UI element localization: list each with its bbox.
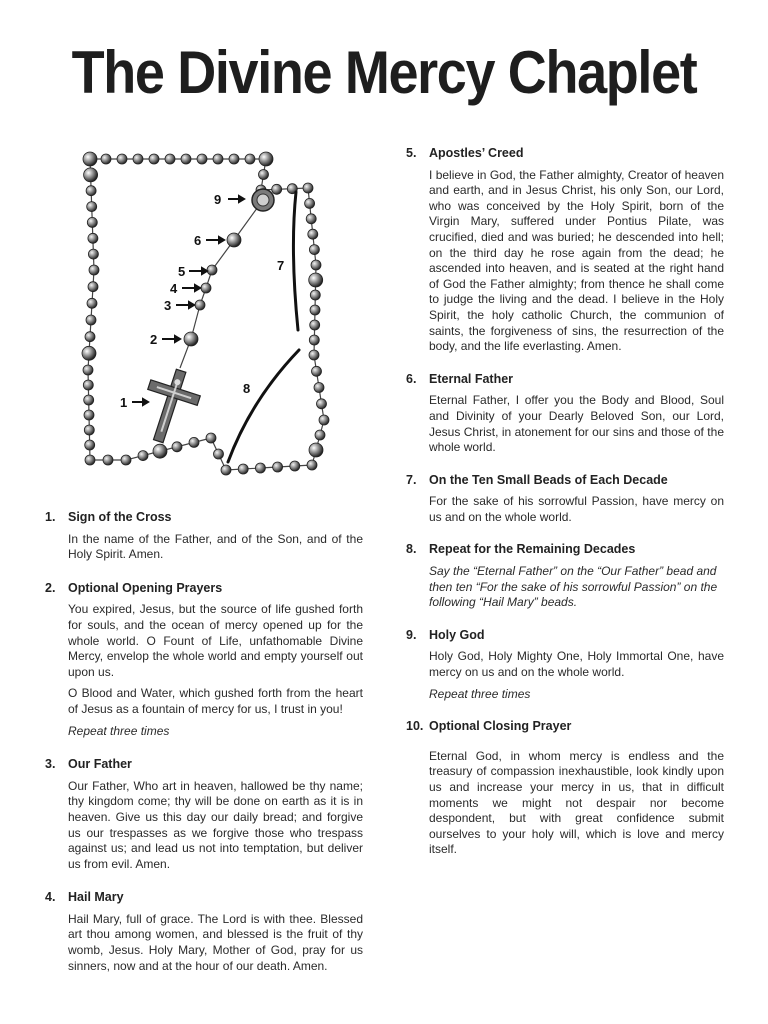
hail-mary-bead	[306, 214, 316, 224]
item-text: Holy God, Holy Mighty One, Holy Immortal One, have mercy on us and on the whole world.	[429, 649, 724, 680]
item-hail-mary	[45, 890, 363, 974]
item-number: 1.	[45, 510, 56, 524]
diagram-label-9: 9	[214, 192, 222, 207]
item-heading: Repeat for the Remaining Decades	[429, 542, 636, 557]
item-text: You expired, Jesus, but the source of life gushed forth for souls, and the ocean of mercy opened up for the whole world. O Fount of Life, unfathomable Divine Mercy, envelop the whole world and empty yourself out upon us.	[68, 602, 363, 679]
item-heading: Optional Closing Prayer	[429, 719, 572, 734]
rosary-crucifix	[134, 363, 206, 449]
our-father-bead	[309, 443, 323, 457]
item-apostles-creed	[406, 146, 724, 355]
rosary-beads	[82, 152, 329, 475]
hail-mary-bead	[255, 463, 265, 473]
item-number: 5.	[406, 146, 417, 160]
item-heading: Optional Opening Prayers	[68, 580, 223, 595]
item-number: 7.	[406, 472, 417, 487]
diagram-label-5: 5	[178, 264, 186, 279]
hail-mary-bead	[272, 184, 282, 194]
item-text: Our Father, Who art in heaven, hallowed be thy name; thy kingdom come; thy will be done on earth as it is in heaven. Give us this day our daily bread; and forgive us our trespasses as we forgive those who trespass against us; and lead us not into temptation, but deliver us from evil. Amen.	[68, 778, 363, 871]
diagram-label-2: 2	[150, 332, 158, 347]
hail-mary-bead	[238, 464, 248, 474]
hail-mary-bead	[245, 154, 255, 164]
item-heading: Our Father	[68, 757, 132, 772]
item-eternal-father	[406, 372, 724, 456]
our-father-bead	[309, 273, 323, 287]
item-heading: On the Ten Small Beads of Each Decade	[429, 472, 668, 487]
item-our-father	[45, 757, 363, 872]
item-opening-prayers	[45, 581, 363, 739]
hail-mary-bead	[273, 462, 283, 472]
our-father-bead	[84, 168, 98, 182]
hail-mary-bead	[214, 449, 224, 459]
hail-mary-bead	[303, 183, 313, 193]
hail-mary-bead	[85, 440, 95, 450]
hail-mary-bead	[85, 455, 95, 465]
hail-mary-bead	[259, 170, 269, 180]
hail-mary-bead	[103, 455, 113, 465]
item-heading: Eternal Father	[429, 371, 514, 386]
item-number: 3.	[45, 757, 56, 772]
diagram-label-6: 6	[194, 233, 202, 248]
item-text: O Blood and Water, which gushed forth from the heart of Jesus as a fountain of mercy for us, I trust in you!	[68, 686, 363, 716]
hail-mary-bead	[309, 350, 319, 360]
hail-mary-bead	[317, 399, 327, 409]
pendant-bead	[201, 283, 211, 293]
diagram-label-4: 4	[170, 281, 178, 296]
diagram-label-3: 3	[164, 298, 172, 313]
hail-mary-bead	[84, 410, 94, 420]
diagram-label-8: 8	[243, 381, 251, 396]
item-text: Eternal God, in whom mercy is endless and the treasury of compassion inexhaustible, look kindly upon us and increase your mercy in us, that in difficult moments we might not despair nor become despondent, but with great confidence submit ourselves to your holy will, which is love and mercy itself.	[429, 748, 724, 857]
item-text: Eternal Father, I offer you the Body and Blood, Soul and Divinity of your Dearly Beloved Son, our Lord, Jesus Christ, in atonement for our sins and those of the whole world.	[429, 393, 724, 455]
hail-mary-bead	[84, 395, 94, 405]
hail-mary-bead	[290, 461, 300, 471]
decade-brackets	[228, 192, 299, 462]
hail-mary-bead	[121, 455, 131, 465]
our-father-bead	[153, 444, 167, 458]
hail-mary-bead	[319, 415, 329, 425]
repeat-note: Repeat three times	[68, 723, 170, 738]
hail-mary-bead	[88, 233, 98, 243]
item-number: 6.	[406, 371, 417, 386]
hail-mary-bead	[309, 335, 319, 345]
item-text: I believe in God, the Father almighty, Creator of heaven and earth, and in Jesus Christ, his only Son, our Lord, who was conceived by the Holy Spirit, born of the Virgin Mary, suffered under Pontius Pilate, was crucified, died and was buried; he descended into hell; on the third day he rose again from the dead; he ascended into heaven, and is seated at the right hand of God the Father almighty; from thence he shall come to judge the living and the dead. I believe in the Holy Spirit, the holy catholic Church, the communion of saints, the forgiveness of sins, the resurrection of the body, and the life everlasting. Amen.	[429, 167, 724, 354]
item-text: For the sake of his sorrowful Passion, have mercy on us and on the whole world.	[429, 494, 724, 524]
left-column	[45, 510, 363, 992]
item-heading: Hail Mary	[68, 890, 124, 905]
item-heading: Apostles’ Creed	[429, 146, 524, 160]
item-number: 8.	[406, 542, 417, 557]
item-heading: Holy God	[429, 627, 485, 642]
hail-mary-bead	[87, 217, 97, 227]
hail-mary-bead	[88, 249, 98, 259]
our-father-bead	[83, 152, 97, 166]
hail-mary-bead	[83, 365, 93, 375]
item-sign-of-the-cross	[45, 510, 363, 563]
hail-mary-bead	[221, 465, 231, 475]
hail-mary-bead	[309, 245, 319, 255]
pendant-bead	[195, 300, 205, 310]
hail-mary-bead	[85, 332, 95, 342]
hail-mary-bead	[311, 260, 321, 270]
hail-mary-bead	[89, 265, 99, 275]
diagram-label-1: 1	[120, 395, 128, 410]
pendant-bead	[227, 233, 241, 247]
item-number: 9.	[406, 627, 417, 642]
hail-mary-bead	[84, 425, 94, 435]
hail-mary-bead	[310, 305, 320, 315]
hail-mary-bead	[181, 154, 191, 164]
pendant-bead	[184, 332, 198, 346]
rosary-diagram	[76, 140, 338, 480]
item-number: 4.	[45, 890, 56, 905]
hail-mary-bead	[88, 282, 98, 292]
hail-mary-bead	[138, 451, 148, 461]
hail-mary-bead	[308, 229, 318, 239]
item-text: In the name of the Father, and of the Son, and of the Holy Spirit. Amen.	[68, 531, 363, 562]
page-title: The Divine Mercy Chaplet	[71, 39, 697, 106]
rosary-chain	[88, 159, 324, 470]
hail-mary-bead	[133, 154, 143, 164]
diagram-label-7: 7	[277, 258, 285, 273]
repeat-note: Repeat three times	[429, 686, 531, 701]
hail-mary-bead	[229, 154, 239, 164]
hail-mary-bead	[117, 154, 127, 164]
hail-mary-bead	[307, 460, 317, 470]
right-column	[406, 146, 724, 875]
item-number: 10.	[406, 719, 424, 734]
item-number: 2.	[45, 580, 56, 595]
hail-mary-bead	[172, 442, 182, 452]
pendant-bead	[207, 265, 217, 275]
hail-mary-bead	[86, 315, 96, 325]
hail-mary-bead	[310, 290, 320, 300]
rosary-medal	[252, 189, 274, 211]
hail-mary-bead	[213, 154, 223, 164]
hail-mary-bead	[314, 383, 324, 393]
item-holy-god	[406, 628, 724, 702]
item-instruction: Say the “Eternal Father” on the “Our Father” bead and then ten “For the sake of his sorrowful Passion” on the following “Hail Mary” beads.	[429, 564, 718, 610]
item-text: Hail Mary, full of grace. The Lord is with thee. Blessed art thou among women, and blessed is the fruit of thy womb, Jesus. Holy Mary, Mother of God, pray for us sinners, now and at the hour of our death. Amen.	[68, 911, 363, 973]
hail-mary-bead	[310, 320, 320, 330]
item-remaining-decades	[406, 542, 724, 610]
hail-mary-bead	[315, 430, 325, 440]
hail-mary-bead	[305, 198, 315, 208]
hail-mary-bead	[149, 154, 159, 164]
diagram-arrows	[132, 196, 244, 405]
hail-mary-bead	[83, 380, 93, 390]
hail-mary-bead	[165, 154, 175, 164]
hail-mary-bead	[87, 202, 97, 212]
our-father-bead	[82, 346, 96, 360]
our-father-bead	[259, 152, 273, 166]
hail-mary-bead	[206, 433, 216, 443]
hail-mary-bead	[197, 154, 207, 164]
item-closing-prayer	[406, 719, 724, 858]
hail-mary-bead	[87, 298, 97, 308]
hail-mary-bead	[86, 186, 96, 196]
item-heading: Sign of the Cross	[68, 510, 172, 524]
hail-mary-bead	[189, 437, 199, 447]
hail-mary-bead	[312, 366, 322, 376]
item-ten-small-beads	[406, 473, 724, 526]
hail-mary-bead	[101, 154, 111, 164]
